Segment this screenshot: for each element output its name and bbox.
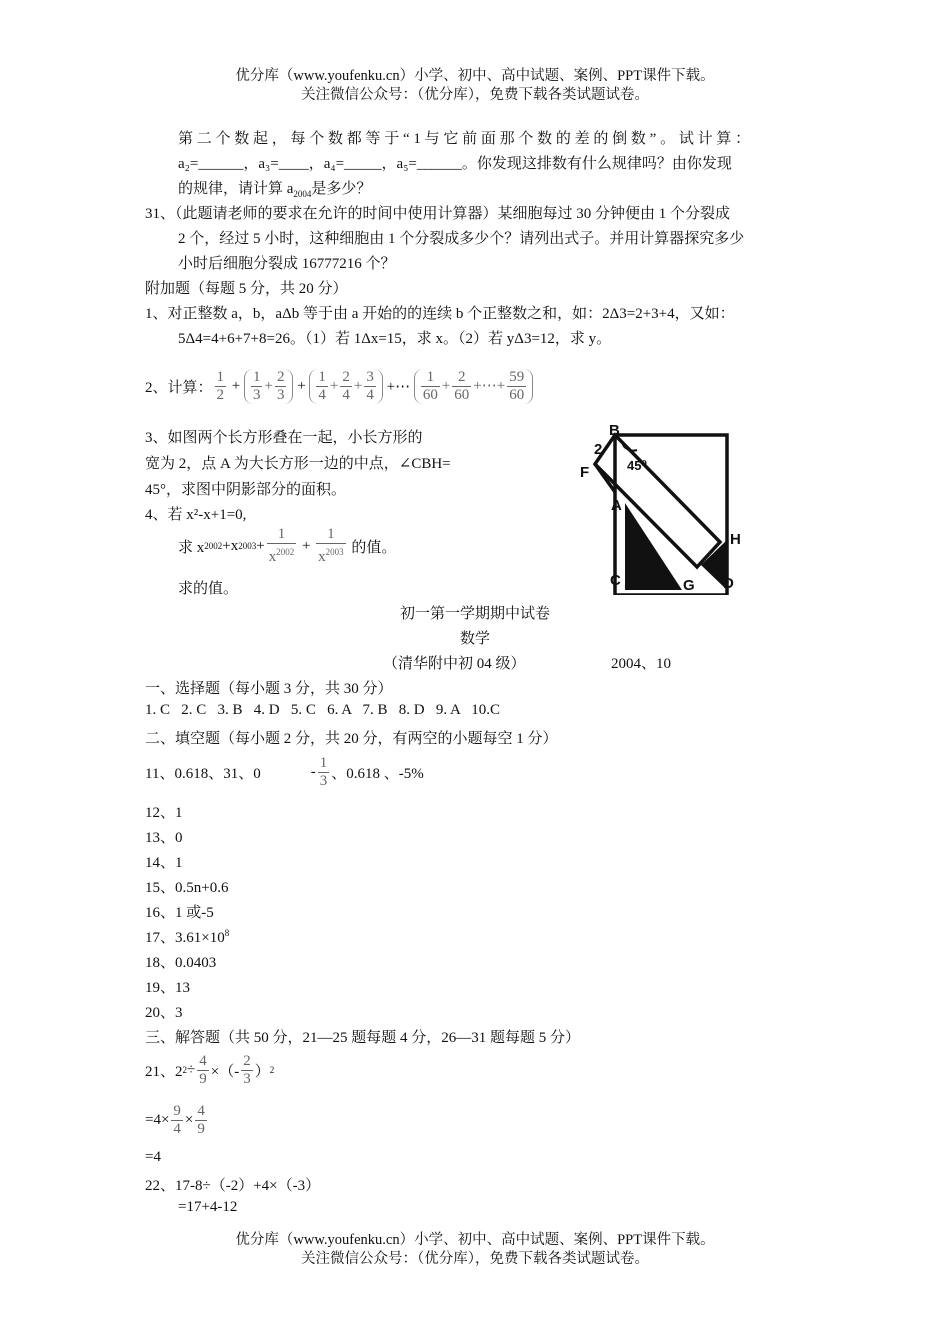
sec2-title: 二、填空题（每小题 2 分，共 20 分，有两空的小题每空 1 分） <box>145 731 558 747</box>
answer-13: 13、0 <box>145 830 183 846</box>
answer-17: 17、$3.61\times 10^8$ <box>145 928 230 946</box>
extra-p1-line-1: 1、对正整数 a，b，aΔb 等于由 a 开始的的连续 b 个正整数之和，如：2Δ3=2+3+4，又如： <box>145 306 735 322</box>
extra-p2: 2、计算： $\frac{1}{2}$ + $\frac{1}{3}$ + $\frac{2}{3}$ + $\frac{1}{4}$ + $\frac{2}{4}$ + $\frac{3}{4}$ +⋯ $\frac{1}{60}$ + $\frac{2}{60}$ +⋯+ $\frac{59}{60}$ <box>145 361 533 411</box>
p2-group-b: $\frac{1}{3}$ + $\frac{2}{3}$ <box>244 369 293 404</box>
q30-line-2: a₂=______，a₃=____，a₄=_____，a₅=______。你发现这排数有什么规律吗？由你发现 <box>178 156 732 172</box>
answer-11: 11、0.618、31、0 - $\frac{1}{3}$ 、0.618 、-5% <box>145 754 424 789</box>
label-B: B <box>609 422 620 439</box>
answer-20: 20、3 <box>145 1005 183 1021</box>
extra-p3-line-2: 宽为 2，点 A 为大长方形一边的中点，∠CBH= <box>145 456 451 472</box>
answer-22-line-1: 22、17-8÷（-2）+4×（-3） <box>145 1178 321 1194</box>
exam-date: 2004、10 <box>611 656 672 672</box>
extra-p1-line-2: 5Δ4=4+6+7+8=26。（1）若 1Δx=15，求 x。（2）若 yΔ3=12，求 y。 <box>178 331 612 347</box>
footer-line-2: 关注微信公众号：（优分库），免费下载各类试题试卷。 <box>301 1251 649 1267</box>
a11-frac: $\frac{1}{3}$ <box>319 754 328 789</box>
extra-p2-label: 2、计算： <box>145 379 213 396</box>
sec1-answers: 1. C 2. C 3. B 4. D 5. C 6. A 7. B 8. D 9. A 10.C <box>145 702 501 718</box>
label-A: A <box>611 497 622 514</box>
answer-22-line-2: =17+4-12 <box>178 1199 238 1215</box>
p2-group-d: $\frac{1}{60}$ + $\frac{2}{60}$ +⋯+ $\frac{59}{60}$ <box>414 369 533 404</box>
q31-line-2: 2 个，经过 5 小时，这种细胞由 1 个分裂成多少个？请列出式子。并用计算器探究多少 <box>178 231 745 247</box>
label-D: D <box>723 575 734 592</box>
label-C: C <box>610 572 621 589</box>
answer-14: 14、1 <box>145 855 183 871</box>
q30-line-1: 第 二 个 数 起 ， 每 个 数 都 等 于 “ 1 与 它 前 面 那 个 数 的 差 的 倒 数 ” 。 试 计 算 ： <box>178 131 751 147</box>
q31-line-1: 31、（此题请老师的要求在允许的时间中使用计算器）某细胞每过 30 分钟便由 1 个分裂成 <box>145 206 731 222</box>
exam-title: 初一第一学期期中试卷 <box>399 606 550 622</box>
extra-p3-line-1: 3、如图两个长方形叠在一起，小长方形的 <box>145 430 423 446</box>
shaded-left-triangle <box>625 503 682 590</box>
p2-group-c: $\frac{1}{4}$ + $\frac{2}{4}$ + $\frac{3}{4}$ <box>309 369 382 404</box>
extra-p4-line-1: 4、若 x²-x+1=0, <box>145 507 247 523</box>
extra-p4-line-3: 求的值。 <box>178 581 239 597</box>
p4-frac-2: $\frac{1}{x^{2003}}$ <box>318 526 344 565</box>
sec1-title: 一、选择题（每小题 3 分，共 30 分） <box>145 681 393 697</box>
q30-line-3: 的规律，请计算 $a_{2004}$是多少？ <box>178 181 372 199</box>
extra-p3-line-3: 45°，求图中阴影部分的面积。 <box>145 482 346 498</box>
label-G: G <box>683 577 695 594</box>
extra-title: 附加题（每题 5 分，共 20 分） <box>145 281 348 297</box>
label-angle: 45⁰ <box>627 458 647 473</box>
answer-19: 19、13 <box>145 980 191 996</box>
segment-FA <box>595 464 615 492</box>
exam-subject: 数学 <box>459 631 490 647</box>
label-two: 2 <box>594 441 603 458</box>
label-H: H <box>730 531 741 548</box>
p4-frac-1: $\frac{1}{x^{2002}}$ <box>268 526 295 565</box>
p2-frac-a: $\frac{1}{2}$ <box>216 368 225 403</box>
answer-21-line-2: =4× $\frac{9}{4}$ × $\frac{4}{9}$ <box>145 1102 205 1137</box>
answer-21-line-3: =4 <box>145 1149 161 1165</box>
footer-line-1: 优分库（www.youfenku.cn）小学、初中、高中试题、案例、PPT课件下载。 <box>235 1232 715 1248</box>
answer-12: 12、1 <box>145 805 183 821</box>
answer-15: 15、0.5n+0.6 <box>145 880 229 896</box>
answer-18: 18、0.0403 <box>145 955 217 971</box>
q31-line-3: 小时后细胞分裂成 16777216 个？ <box>178 256 396 272</box>
header-line-2: 关注微信公众号：（优分库），免费下载各类试题试卷。 <box>301 87 649 103</box>
sec3-title: 三、解答题（共 50 分，21—25 题每题 4 分，26—31 题每题 5 分） <box>145 1030 581 1046</box>
label-F: F <box>580 464 590 481</box>
exam-school: （清华附中初 04 级） <box>383 656 526 672</box>
answer-16: 16、1 或-5 <box>145 905 214 921</box>
answer-21-line-1: 21、2 2 ÷ $\frac{4}{9}$ ×（- $\frac{2}{3}$ ） 2 <box>145 1052 275 1087</box>
rectangles-figure <box>575 420 750 595</box>
header-line-1: 优分库（www.youfenku.cn）小学、初中、高中试题、案例、PPT课件下载。 <box>235 68 715 84</box>
extra-p4-line-2: 求 x 2002 +x 2003 + $\frac{1}{x^{2002}}$ + $\frac{1}{x^{2003}}$ 的值。 <box>178 526 397 565</box>
